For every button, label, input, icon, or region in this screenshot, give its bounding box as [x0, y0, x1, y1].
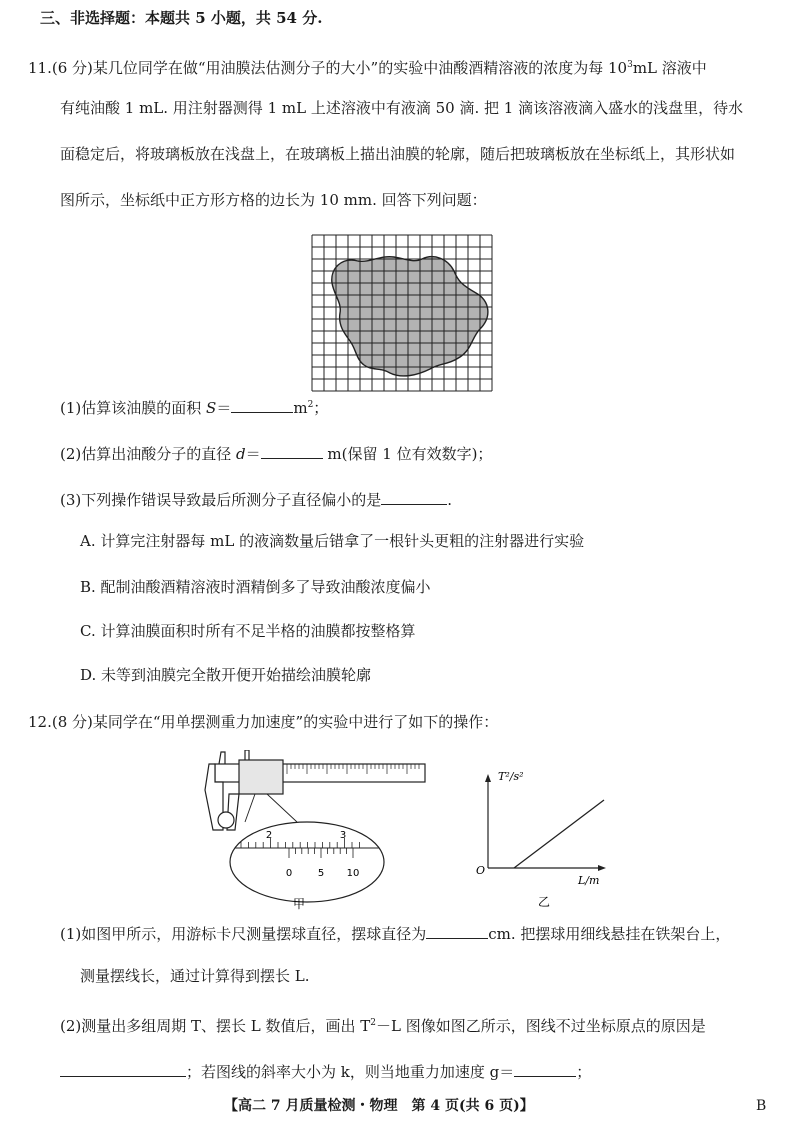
- y-axis-arrow: [485, 774, 491, 782]
- q11-part2: (2)估算出油酸分子的直径 d＝ m(保留 1 位有效数字)；: [60, 445, 493, 463]
- section-heading: 三、非选择题：本题共 5 小题，共 54 分.: [40, 9, 323, 27]
- q12-part1-line1: (1)如图甲所示，用游标卡尺测量摆球直径，摆球直径为 cm. 把摆球用细线悬挂在铁架台上，: [60, 925, 731, 943]
- answer-blank-reason[interactable]: [60, 1062, 186, 1077]
- q11-line1: 11.(6 分)某几位同学在做“用油膜法估测分子的大小”的实验中油酸酒精溶液的浓度为每 $10^3mL$ 溶液中: [28, 59, 707, 77]
- oil-film-shape: [332, 257, 488, 376]
- footer-version: B: [756, 1098, 767, 1114]
- q12-part2-line2: ；若图线的斜率大小为 k，则当地重力加速度 g＝ ；: [60, 1062, 591, 1082]
- figure-jia-caption: 甲: [292, 897, 306, 910]
- answer-blank-area[interactable]: [231, 398, 293, 413]
- q11-part1: (1)估算该油膜的面积 $S= m^2$；: [60, 399, 329, 417]
- data-line: [514, 800, 604, 868]
- origin-label: O: [476, 864, 486, 877]
- y-axis-label: T²/s²: [498, 770, 524, 783]
- q11-line3: 面稳定后，将玻璃板放在浅盘上，在玻璃板上描出油膜的轮廓，随后把玻璃板放在坐标纸上，其形状如: [60, 145, 736, 163]
- answer-blank-diameter[interactable]: [261, 444, 323, 459]
- main-scale-label-3: 3: [339, 830, 347, 841]
- q12-part1-line2: 测量摆线长，通过计算得到摆长 L.: [80, 967, 310, 985]
- vernier-label-10: 10: [346, 868, 360, 879]
- vernier-label-0: 0: [285, 868, 293, 879]
- figure-yi-caption: 乙: [537, 895, 551, 909]
- q11-option-b: B. 配制油酸酒精溶液时酒精倒多了导致油酸浓度偏小: [80, 578, 431, 596]
- answer-blank-ball-diameter[interactable]: [426, 924, 488, 939]
- q11-line4: 图所示，坐标纸中正方形方格的边长为 10 mm. 回答下列问题：: [60, 191, 487, 209]
- zoom-connector-right: [267, 794, 297, 822]
- caliper-slider: [239, 760, 283, 794]
- answer-blank-choice[interactable]: [381, 490, 447, 505]
- q11-option-d: D. 未等到油膜完全散开便开始描绘油膜轮廓: [80, 666, 372, 684]
- magnified-scale-ellipse: [230, 822, 384, 902]
- vernier-label-5: 5: [317, 868, 325, 879]
- x-axis-label: L/m: [578, 874, 600, 887]
- oil-film-grid-figure: [310, 233, 494, 393]
- vernier-caliper-figure: [195, 750, 435, 910]
- q11-line2: 有纯油酸 1 mL. 用注射器测得 1 mL 上述溶液中有液滴 50 滴. 把 1 滴该溶液滴入盛水的浅盘里，待水: [60, 99, 744, 117]
- pendulum-ball: [218, 812, 234, 828]
- t2-l-graph-figure: [470, 760, 620, 910]
- q12-part2-line1: (2)测量出多组周期 T、摆长 L 数值后，画出 $T^2-L$ 图像如图乙所示，图线不过坐标原点的原因是: [60, 1017, 706, 1035]
- q11-option-a: A. 计算完注射器每 mL 的液滴数量后错拿了一根针头更粗的注射器进行实验: [80, 532, 585, 550]
- answer-blank-gravity[interactable]: [514, 1062, 576, 1077]
- main-scale-label-2: 2: [265, 830, 273, 841]
- q11-option-c: C. 计算油膜面积时所有不足半格的油膜都按整格算: [80, 622, 416, 640]
- zoom-connector-left: [245, 794, 255, 822]
- q12-line1: 12.(8 分)某同学在“用单摆测重力加速度”的实验中进行了如下的操作：: [28, 713, 499, 731]
- x-axis-arrow: [598, 865, 606, 871]
- footer-text: 【高二 7 月质量检测・物理 第 4 页(共 6 页)】: [224, 1098, 534, 1114]
- q11-part3: (3)下列操作错误导致最后所测分子直径偏小的是 .: [60, 491, 453, 509]
